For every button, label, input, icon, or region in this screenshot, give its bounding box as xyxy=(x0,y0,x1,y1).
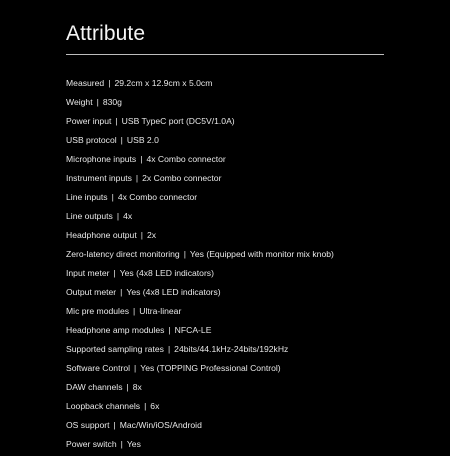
spec-label: Headphone amp modules xyxy=(66,325,165,335)
spec-value: Mac/Win/iOS/Android xyxy=(119,420,202,430)
spec-separator: | xyxy=(140,154,143,164)
spec-label: Mic pre modules xyxy=(66,306,130,316)
spec-row xyxy=(66,304,426,323)
spec-value: 830g xyxy=(102,97,122,107)
spec-separator: | xyxy=(116,211,120,221)
spec-separator: | xyxy=(168,325,171,335)
spec-row xyxy=(66,399,426,418)
spec-separator: | xyxy=(108,78,111,88)
spec-row xyxy=(66,190,426,209)
spec-label: Weight xyxy=(66,97,93,107)
spec-separator: | xyxy=(120,135,123,145)
spec-value: Yes (4x8 LED indicators) xyxy=(126,287,221,297)
spec-separator: | xyxy=(120,439,123,449)
spec-row xyxy=(66,228,426,247)
spec-label: Software Control xyxy=(66,363,131,373)
spec-label: Microphone inputs xyxy=(66,154,137,164)
spec-label: Power switch xyxy=(66,439,117,449)
spec-separator: | xyxy=(126,382,129,392)
spec-list xyxy=(66,76,426,456)
spec-separator: | xyxy=(144,401,147,411)
spec-label: DAW channels xyxy=(66,382,123,392)
spec-label: USB protocol xyxy=(66,135,117,145)
spec-label: OS support xyxy=(66,420,110,430)
spec-separator: | xyxy=(113,420,116,430)
spec-label: Headphone output xyxy=(66,230,137,240)
spec-separator: | xyxy=(111,192,114,202)
spec-row xyxy=(66,152,426,171)
spec-row xyxy=(66,285,426,304)
spec-value: 24bits/44.1kHz-24bits/192kHz xyxy=(174,344,289,354)
page-title: Attribute xyxy=(66,22,146,45)
spec-value: 4x Combo connector xyxy=(117,192,198,202)
spec-row xyxy=(66,76,426,95)
spec-row xyxy=(66,266,426,285)
spec-value: Yes (TOPPING Professional Control) xyxy=(140,363,281,373)
spec-row xyxy=(66,247,426,266)
spec-row xyxy=(66,133,426,152)
spec-row xyxy=(66,437,426,456)
spec-separator: | xyxy=(133,306,136,316)
spec-value: NFCA-LE xyxy=(174,325,212,335)
spec-label: Line inputs xyxy=(66,192,108,202)
spec-separator: | xyxy=(135,173,139,183)
spec-value: USB 2.0 xyxy=(126,135,159,145)
spec-value: 2x Combo connector xyxy=(142,173,222,183)
spec-row xyxy=(66,342,426,361)
spec-separator: | xyxy=(140,230,143,240)
spec-row xyxy=(66,209,426,228)
spec-row xyxy=(66,361,426,380)
spec-label: Instrument inputs xyxy=(66,173,132,183)
spec-row xyxy=(66,95,426,114)
spec-value: 8x xyxy=(132,382,142,392)
spec-value: Yes (4x8 LED indicators) xyxy=(119,268,214,278)
spec-value: 29.2cm x 12.9cm x 5.0cm xyxy=(114,78,213,88)
spec-value: USB TypeC port (DC5V/1.0A) xyxy=(121,116,235,126)
spec-value: Ultra-linear xyxy=(139,306,182,316)
spec-row xyxy=(66,380,426,399)
spec-separator: | xyxy=(167,344,171,354)
spec-row xyxy=(66,171,426,190)
spec-label: Line outputs xyxy=(66,211,113,221)
spec-value: 4x xyxy=(123,211,133,221)
spec-separator: | xyxy=(120,287,123,297)
title-divider xyxy=(66,54,384,55)
spec-value: 2x xyxy=(146,230,157,240)
spec-label: Input meter xyxy=(66,268,110,278)
spec-separator: | xyxy=(96,97,99,107)
spec-value: 6x xyxy=(150,401,160,411)
spec-separator: | xyxy=(183,249,186,259)
spec-label: Supported sampling rates xyxy=(66,344,164,354)
spec-row xyxy=(66,114,426,133)
spec-value: Yes (Equipped with monitor mix knob) xyxy=(189,249,334,259)
spec-label: Power input xyxy=(66,116,112,126)
spec-value: 4x Combo connector xyxy=(146,154,226,164)
spec-separator: | xyxy=(134,363,137,373)
spec-label: Loopback channels xyxy=(66,401,141,411)
spec-separator: | xyxy=(115,116,118,126)
spec-label: Zero-latency direct monitoring xyxy=(66,249,180,259)
spec-separator: | xyxy=(113,268,116,278)
spec-row xyxy=(66,418,426,437)
spec-label: Output meter xyxy=(66,287,117,297)
spec-value: Yes xyxy=(126,439,141,449)
spec-label: Measured xyxy=(66,78,105,88)
spec-row xyxy=(66,323,426,342)
